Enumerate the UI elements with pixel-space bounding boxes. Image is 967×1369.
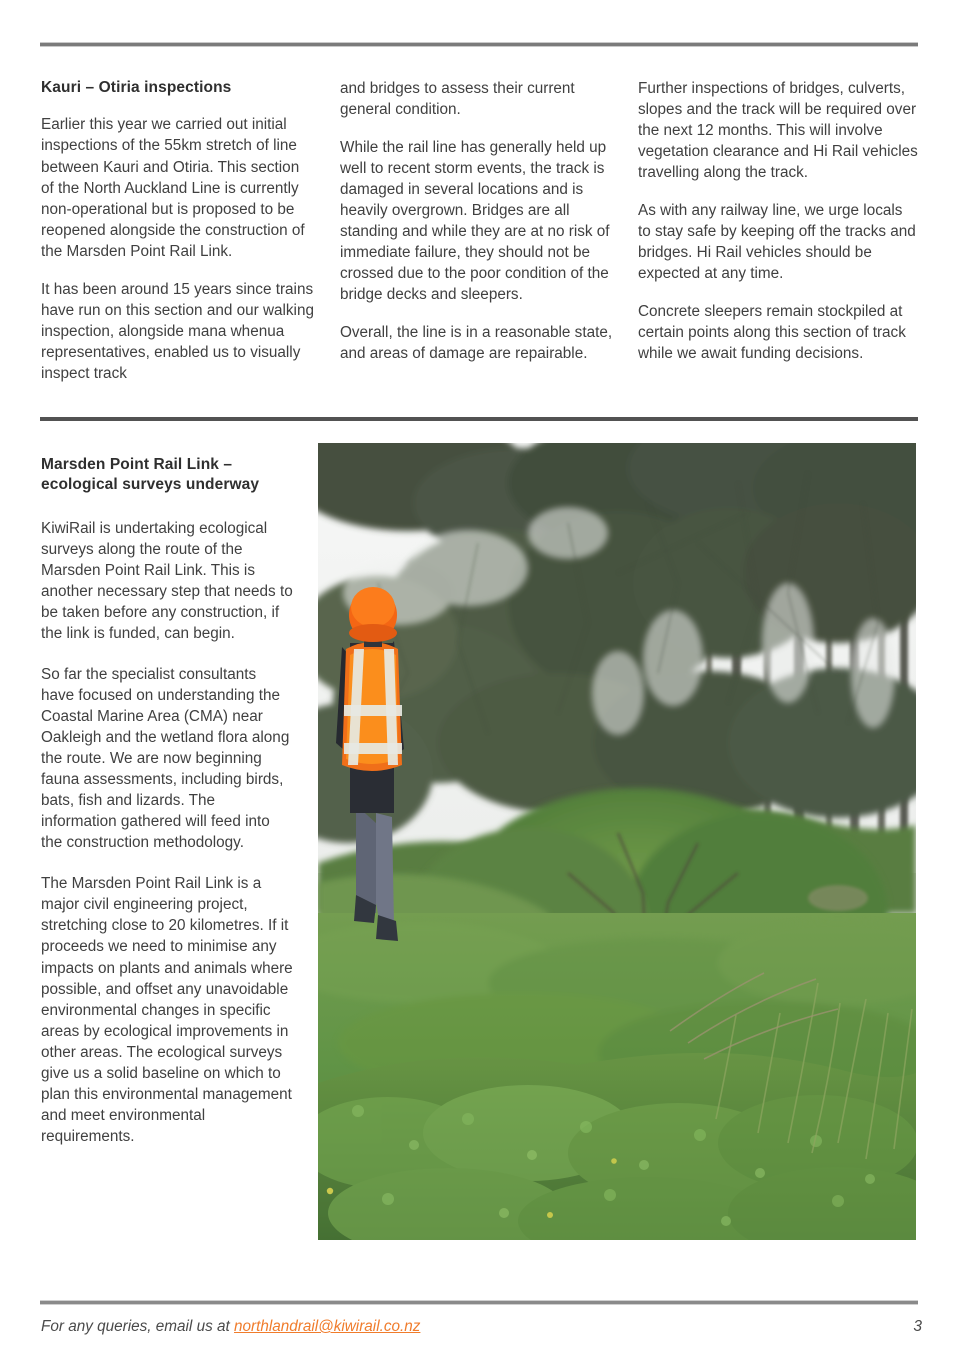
- kauri-otiria-heading: Kauri – Otiria inspections: [41, 79, 232, 96]
- kauri-otiria-section: [0, 78, 967, 398]
- footer-prefix-text: For any queries, email us at: [41, 1318, 234, 1335]
- paragraph: Earlier this year we carried out initial inspections of the 55km stretch of line between Kauri and Otiria. This section of the North Auckland Line is currently non-operational but is proposed to be reopened alongside the construction of the Marsden Point Rail Link.: [41, 116, 305, 260]
- paragraph: So far the specialist consultants have focused on understanding the Coastal Marine Area (CMA) near Oakleigh and the wetland flora along the route. We are now beginning fauna assessments, including birds, bats, fish and lizards. The information gathered will feed into the construction methodology.: [41, 666, 290, 852]
- marsden-point-heading: Marsden Point Rail Link – ecological surveys underway: [41, 456, 260, 494]
- top-column-2: [340, 78, 618, 364]
- paragraph: Overall, the line is in a reasonable state, and areas of damage are repairable.: [340, 324, 613, 363]
- paragraph: It has been around 15 years since trains have run on this section and our walking inspection, alongside mana whenua representatives, enabled us to visually inspect track: [41, 280, 314, 382]
- footer-divider-rule: [40, 1300, 918, 1305]
- paragraph: The Marsden Point Rail Link is a major civil engineering project, stretching close to 20 kilometres. If it proceeds we need to minimise any impacts on plants and animals where possible, and offset any unavoidable environmental changes in specific areas by ecological improvements in other areas. The ecological surveys give us a solid baseline on which to plan this environmental management and meet environmental requirements.: [41, 875, 293, 1145]
- paragraph: Concrete sleepers remain stockpiled at certain points along this section of track while we await funding decisions.: [638, 303, 906, 363]
- contact-email-link[interactable]: northlandrail@kiwirail.co.nz: [234, 1318, 421, 1335]
- section-divider-rule: [40, 417, 918, 421]
- top-column-3: [638, 78, 918, 364]
- footer-query-text: [41, 1318, 420, 1336]
- photo-illustration: [318, 443, 916, 1240]
- page-number: 3: [913, 1318, 922, 1335]
- rail-corridor-vegetation-photo: [318, 443, 916, 1240]
- paragraph: and bridges to assess their current general condition.: [340, 80, 575, 119]
- paragraph: Further inspections of bridges, culverts, slopes and the track will be required over the next 12 months. This will involve vegetation clearance and Hi Rail vehicles travelling along the track.: [638, 80, 918, 182]
- top-column-1: [41, 78, 315, 384]
- page-footer: [0, 1318, 967, 1348]
- paragraph: As with any railway line, we urge locals to stay safe by keeping off the tracks and bridges. Hi Rail vehicles should be expected at any time.: [638, 202, 916, 283]
- top-divider-rule: [40, 42, 918, 47]
- lower-text-column: [41, 455, 293, 1167]
- paragraph: KiwiRail is undertaking ecological surveys along the route of the Marsden Point Rail Link. This is another necessary step that needs to be taken before any construction, if the link is funded, can begin.: [41, 519, 293, 643]
- paragraph: While the rail line has generally held up well to recent storm events, the track is damaged in several locations and is heavily overgrown. Bridges are all standing and while they are at no risk of immediate failure, they should not be crossed due to the poor condition of the bridge decks and sleepers.: [340, 139, 610, 304]
